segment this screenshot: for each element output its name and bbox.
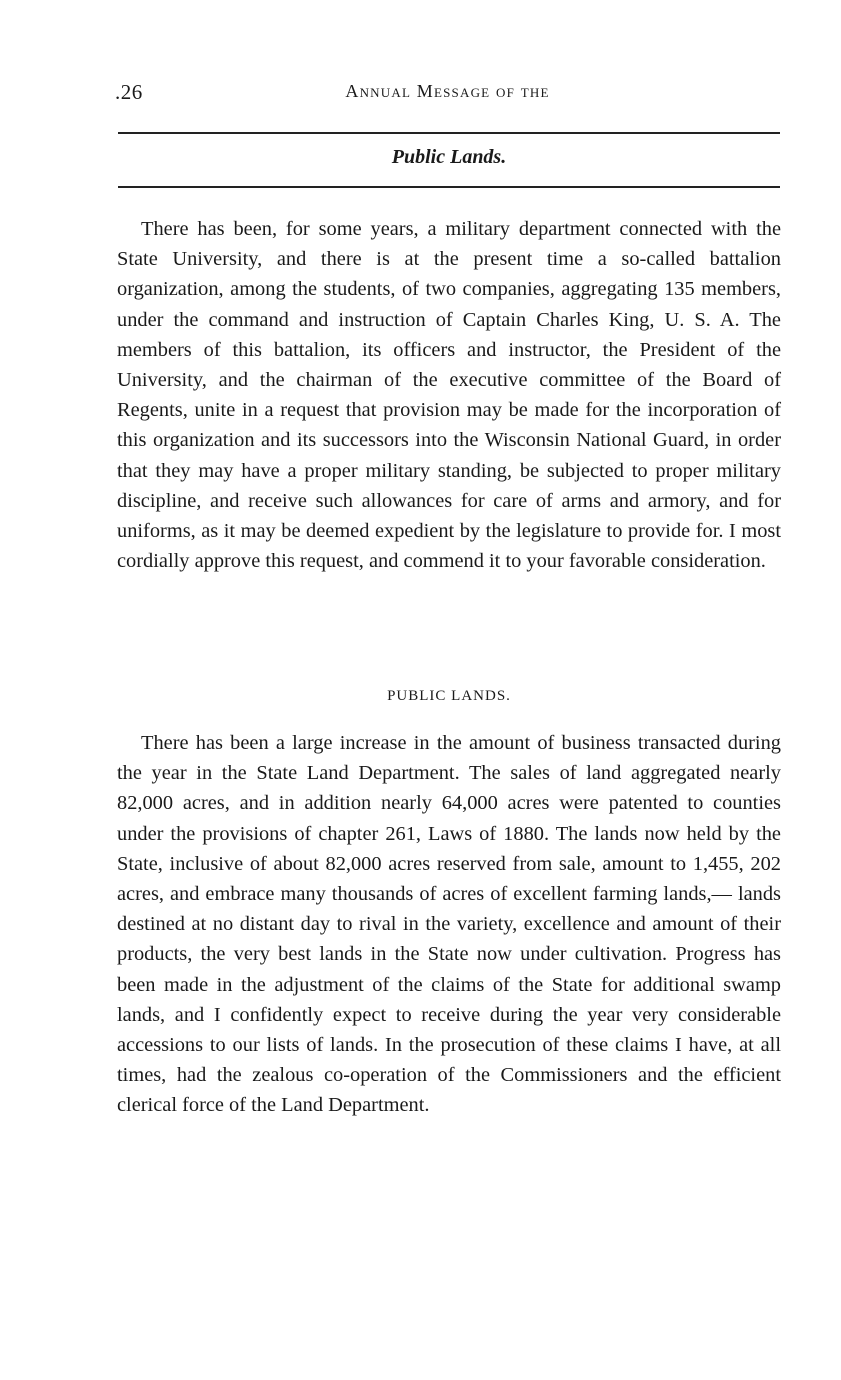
section-subhead: Public Lands. [391, 146, 507, 168]
section-heading-public-lands: PUBLIC LANDS. [387, 688, 511, 704]
running-title: Annual Message of the [345, 81, 550, 101]
header-rule-top [118, 132, 780, 134]
paragraph-military-department: There has been, for some years, a military department connected with the State University, and there is at the present time a so-called battalion organization, among the students, of two companies, aggregating 135 members, under the command and instruction of Captain Charles King, U. S. A. The members of this battalion, its officers and instructor, the President of the University, and the chairman of the executive committee of the Board of Regents, unite in a request that provision may be made for the incorporation of this organization and its successors into the Wisconsin National Guard, in order that they may have a proper military standing, be subjected to proper military discipline, and receive such allowances for care of arms and armory, and for uniforms, as it may be deemed expedient by the legislature to provide for. I most cordially approve this request, and commend it to your favorable consideration. [117, 218, 781, 573]
page-number: .26 [115, 80, 143, 104]
paragraph-public-lands: There has been a large increase in the amount of business transacted during the year in the State Land Department. The sales of land aggregated nearly 82,000 acres, and in addition nearly 64,000 acres were patented to counties under the provisions of chapter 261, Laws of 1880. The lands now held by the State, inclusive of about 82,000 acres reserved from sale, amount to 1,455, 202 acres, and embrace many thousands of acres of excellent farming lands,— lands destined at no distant day to rival in the variety, excellence and amount of their products, the very best lands in the State now under cultivation. Progress has been made in the adjustment of the claims of the State for additional swamp lands, and I confidently expect to receive during the year very considerable accessions to our lists of lands. In the prosecution of these claims I have, at all times, had the zealous co-operation of the Commissioners and the efficient clerical force of the Land Department. [117, 732, 781, 1117]
running-head [115, 80, 780, 108]
header-rule-bottom [118, 186, 780, 188]
